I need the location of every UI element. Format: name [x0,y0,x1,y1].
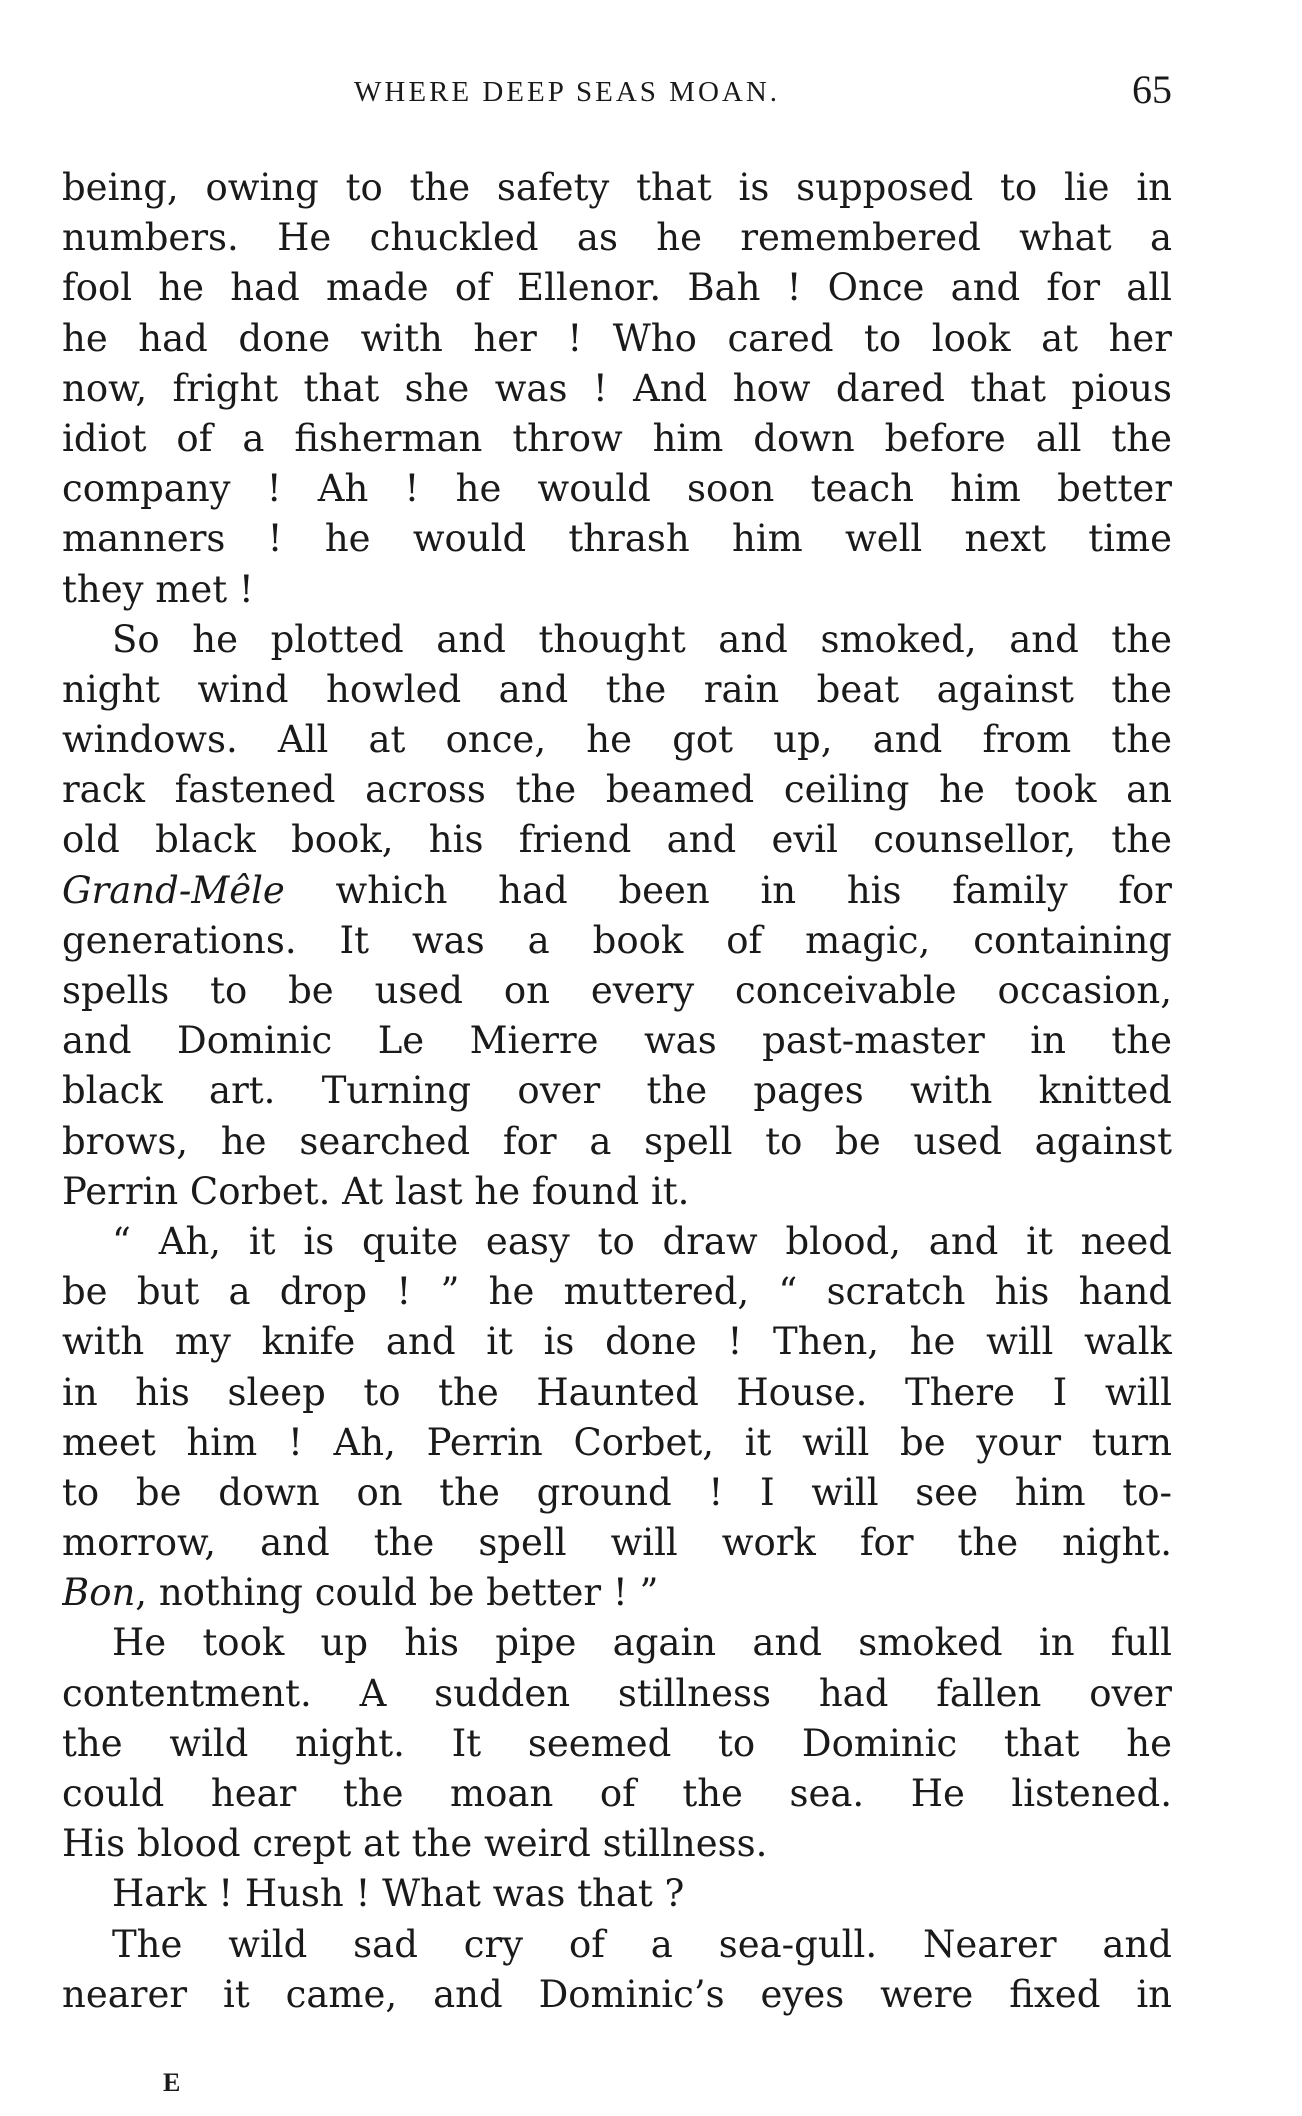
text-line: old black book, his friend and evil counsellor, the [62,818,1172,862]
text-line: morrow, and the spell will work for the night. [62,1521,1172,1565]
text-line: being, owing to the safety that is supposed to lie in [62,166,1172,209]
text-line: spells to be used on every conceivable occasion, [62,969,1172,1012]
paragraph-start: Hark ! Hush ! What was that ? [112,1872,685,1916]
text-line: black art. Turning over the pages with knitted [62,1069,1172,1113]
text-line: contentment. A sudden stillness had fallen over [62,1671,1172,1715]
text-line: could hear the moan of the sea. He listened. [62,1772,1172,1815]
text-line: he had done with her ! Who cared to look at her [62,316,1172,360]
text-line: be but a drop ! ” he muttered, “ scratch his hand [62,1270,1172,1314]
signature-mark: E [163,2068,181,2097]
text-line: nearer it came, and Dominic’s eyes were fixed in [62,1972,1172,2016]
text-line: Perrin Corbet. At last he found it. [62,1169,690,1213]
text-line: brows, he searched for a spell to be used against [62,1119,1172,1163]
text-line: fool he had made of Ellenor. Bah ! Once and for all [62,266,1172,310]
text-line-bon [62,1568,1172,1618]
text-line-grand-mele [62,866,1172,916]
body-text [62,163,1172,2020]
text-line: they met ! [62,567,254,611]
text-line: the wild night. It seemed to Dominic that he [62,1721,1172,1765]
text-line: idiot of a fisherman throw him down before all the [62,416,1172,460]
text-line: in his sleep to the Haunted House. There I will [62,1370,1172,1414]
page-number: 65 [1132,67,1172,112]
text-line: numbers. He chuckled as he remembered what a [62,216,1172,260]
paragraph-start: “ Ah, it is quite easy to draw blood, and it need [112,1219,1172,1263]
italic-book-title: Grand-Mêle [62,868,285,912]
paragraph-start: The wild sad cry of a sea-gull. Nearer and [112,1922,1172,1966]
text-line: night wind howled and the rain beat against the [62,667,1172,711]
text-line: rack fastened across the beamed ceiling he took an [62,768,1172,812]
text-fragment: , nothing could be better ! ” [135,1571,659,1615]
text-line: with my knife and it is done ! Then, he will walk [62,1320,1172,1364]
page-header [62,66,1172,116]
text-line: windows. All at once, he got up, and from the [62,718,1172,762]
text-line: company ! Ah ! he would soon teach him better [62,467,1172,511]
paragraph-start: He took up his pipe again and smoked in full [112,1621,1172,1665]
running-title: WHERE DEEP SEAS MOAN. [354,76,781,108]
text-line: generations. It was a book of magic, containing [62,918,1172,962]
text-line: meet him ! Ah, Perrin Corbet, it will be your turn [62,1420,1172,1464]
text-line: manners ! he would thrash him well next time [62,517,1172,561]
italic-word: Bon [62,1571,136,1615]
paragraph-start: So he plotted and thought and smoked, and the [112,617,1172,661]
text-fragment: which had been in his family for [284,868,1172,912]
text-line: to be down on the ground ! I will see him to- [62,1470,1172,1514]
text-line: His blood crept at the weird stillness. [62,1822,768,1866]
text-line: and Dominic Le Mierre was past-master in the [62,1019,1172,1063]
text-line: now, fright that she was ! And how dared that pious [62,366,1172,410]
